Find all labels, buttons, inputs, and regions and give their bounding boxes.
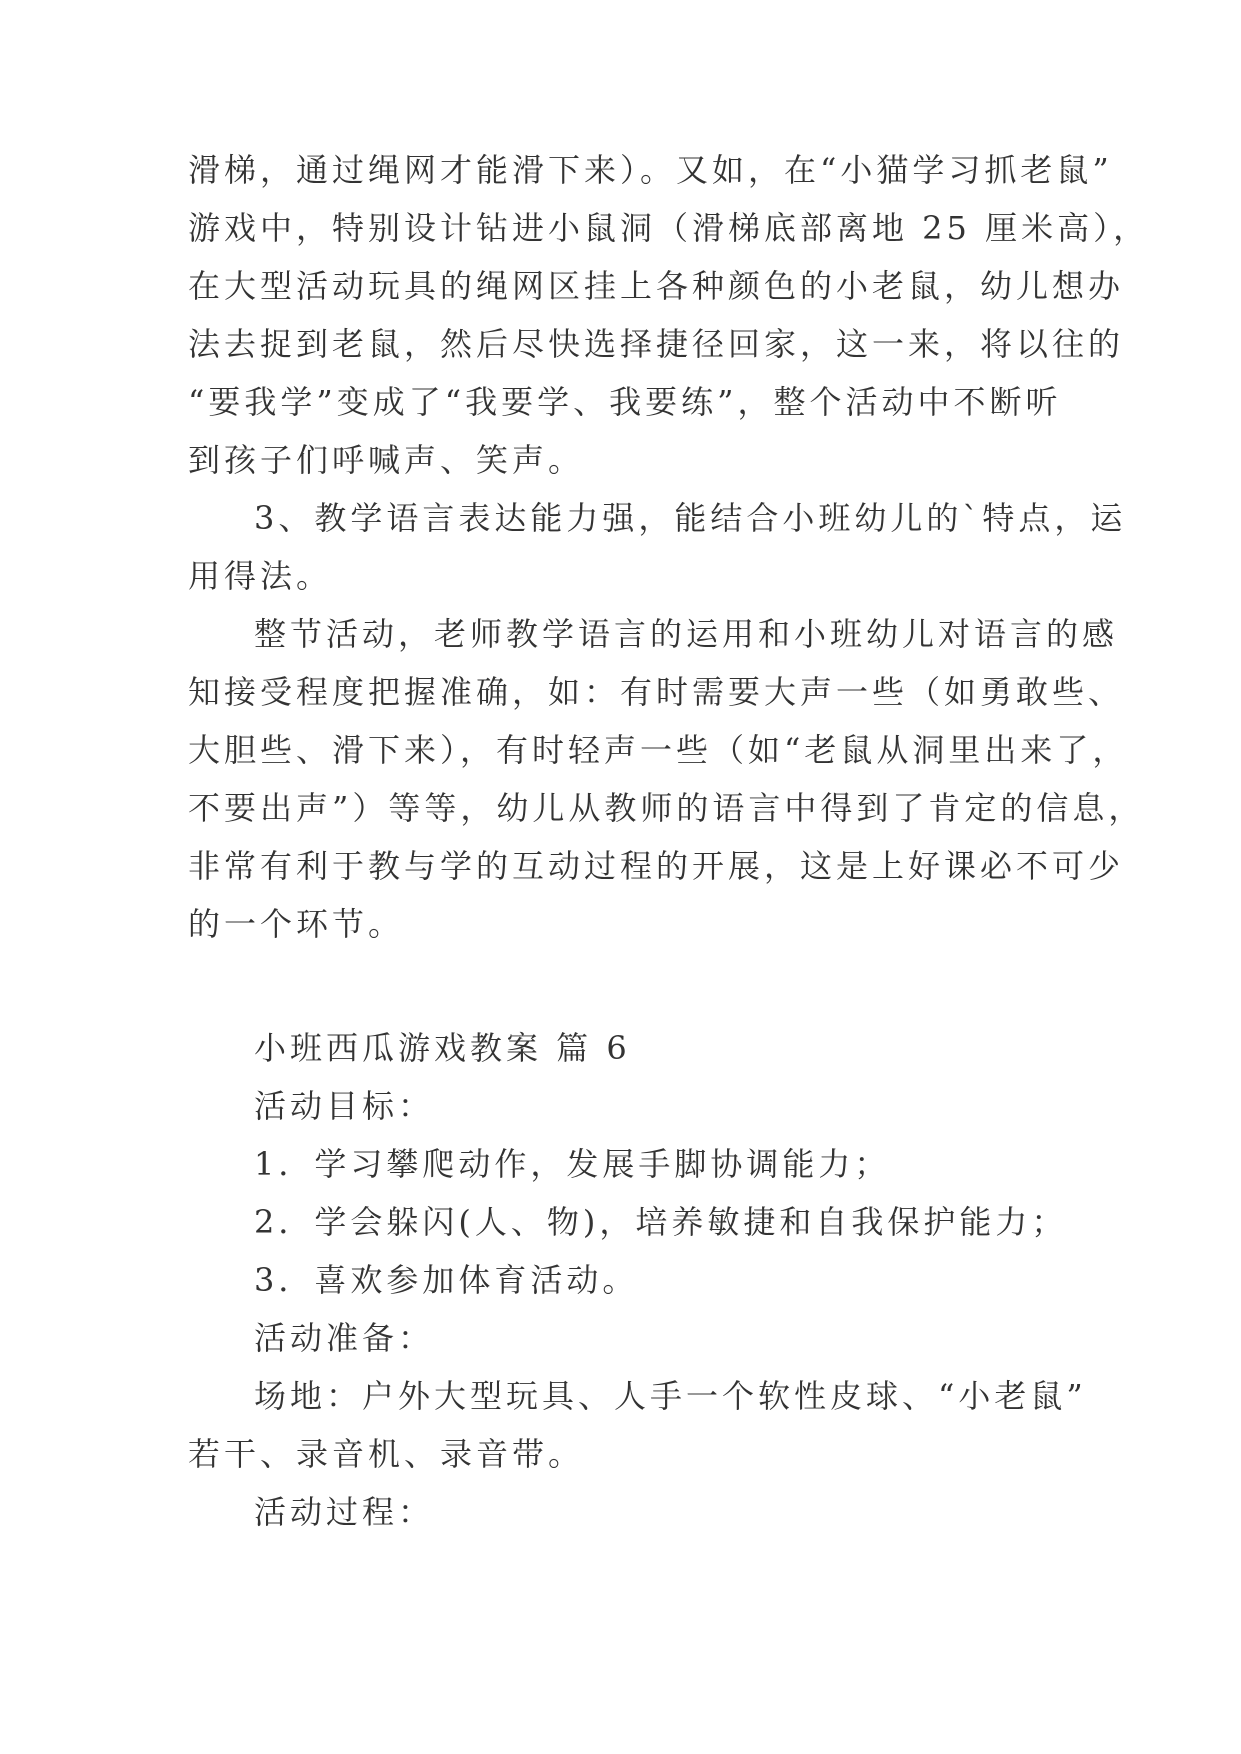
- goal-item: 2．学会躲闪(人、物)，培养敏捷和自我保护能力；: [254, 1203, 1068, 1241]
- paragraph-line: 大胆些、滑下来），有时轻声一些（如“老鼠从洞里出来了，: [188, 731, 1129, 769]
- section-title: 小班西瓜游戏教案 篇 6: [254, 1029, 631, 1067]
- paragraph-line: 法去捉到老鼠，然后尽快选择捷径回家，这一来，将以往的: [188, 325, 1125, 363]
- process-heading: 活动过程：: [254, 1493, 435, 1531]
- prep-heading: 活动准备：: [254, 1319, 435, 1357]
- paragraph-line: 不要出声”）等等，幼儿从教师的语言中得到了肯定的信息，: [188, 789, 1145, 827]
- goals-heading: 活动目标：: [254, 1087, 435, 1125]
- paragraph-line: 3、教学语言表达能力强，能结合小班幼儿的`特点，运: [254, 499, 1127, 537]
- paragraph-line: 的一个环节。: [188, 905, 405, 943]
- paragraph-line: 在大型活动玩具的绳网区挂上各种颜色的小老鼠，幼儿想办: [188, 267, 1125, 305]
- paragraph-line: 非常有利于教与学的互动过程的开展，这是上好课必不可少: [188, 847, 1125, 885]
- paragraph-line: 到孩子们呼喊声、笑声。: [188, 441, 585, 479]
- goal-item: 3．喜欢参加体育活动。: [254, 1261, 639, 1299]
- paragraph-line: 知接受程度把握准确，如：有时需要大声一些（如勇敢些、: [188, 673, 1125, 711]
- paragraph-line: “要我学”变成了“我要学、我要练”，整个活动中不断听: [188, 383, 1062, 421]
- paragraph-line: 用得法。: [188, 557, 333, 595]
- paragraph-line: 游戏中，特别设计钻进小鼠洞（滑梯底部离地 25 厘米高），: [188, 209, 1150, 247]
- goal-item: 1．学习攀爬动作，发展手脚协调能力；: [254, 1145, 891, 1183]
- paragraph-line: 滑梯，通过绳网才能滑下来）。又如，在“小猫学习抓老鼠”: [188, 151, 1113, 189]
- paragraph-line: 整节活动，老师教学语言的运用和小班幼儿对语言的感: [254, 615, 1119, 653]
- prep-line: 若干、录音机、录音带。: [188, 1435, 585, 1473]
- prep-line: 场地：户外大型玩具、人手一个软性皮球、“小老鼠”: [254, 1377, 1087, 1415]
